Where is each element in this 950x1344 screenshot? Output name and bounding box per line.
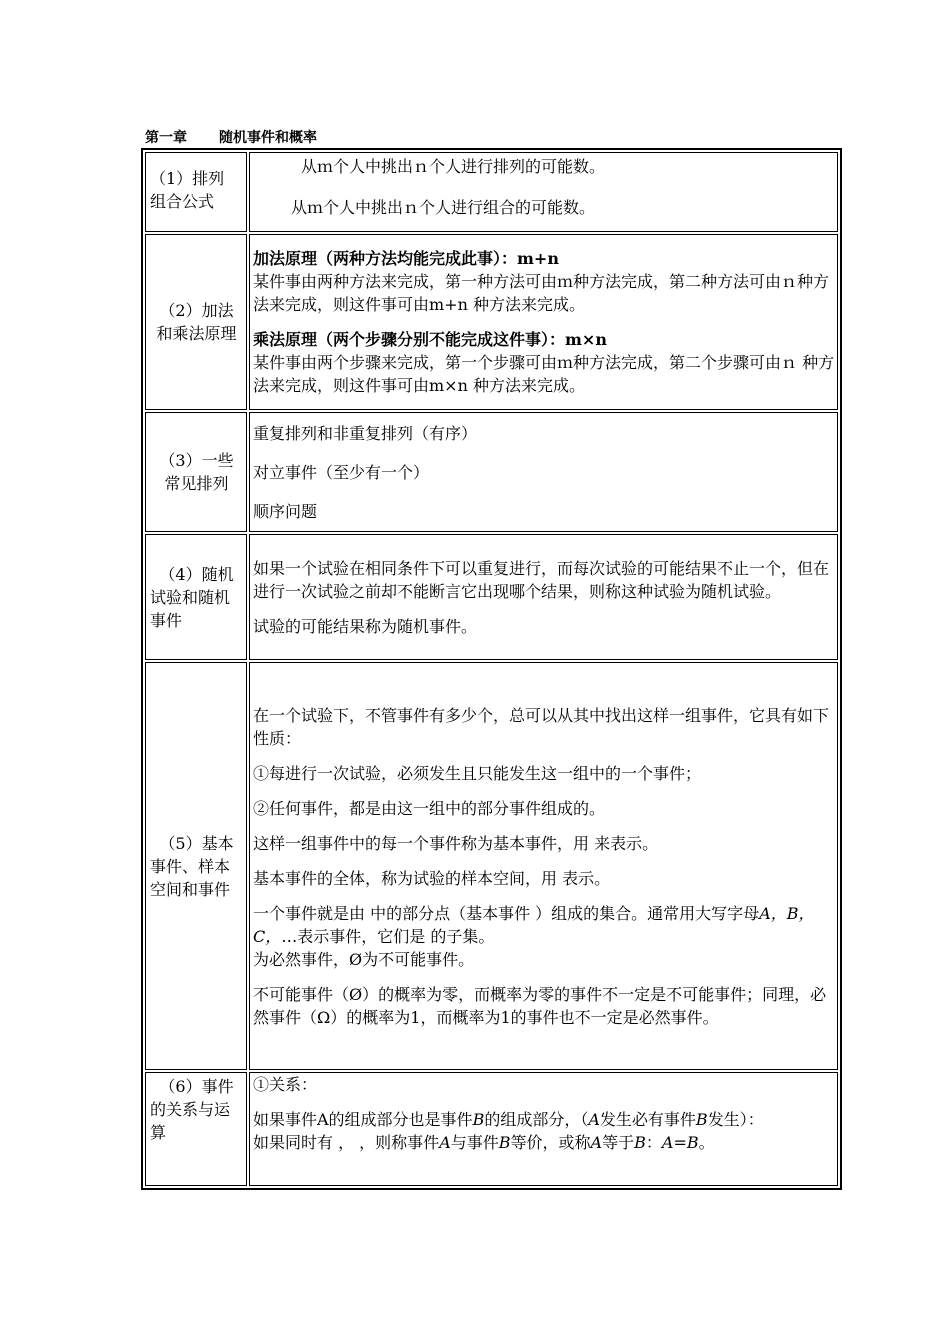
text-span: 发生必有事件 xyxy=(599,1110,696,1129)
chapter-number: 第一章 xyxy=(145,130,187,146)
paragraph: ①每进行一次试验，必须发生且只能发生这一组中的一个事件； xyxy=(253,763,702,783)
label-line: 事件、样本 xyxy=(150,856,231,876)
text-span: 为必然事件，Ø为不可能事件。 xyxy=(253,949,475,969)
text-span: 发生）： xyxy=(707,1110,764,1129)
label-line: 空间和事件 xyxy=(150,879,231,899)
text-span: A xyxy=(588,1110,600,1129)
label-line: 组合公式 xyxy=(150,192,215,211)
text-span: 如果事件A的组成部分也是事件 xyxy=(253,1110,473,1129)
row-label xyxy=(145,1072,247,1186)
paragraph: 基本事件的全体，称为试验的样本空间，用 表示。 xyxy=(253,868,611,888)
label-line: （3）一些 xyxy=(159,451,234,470)
table-row xyxy=(145,1072,838,1186)
multiplication-heading: 乘法原理（两个步骤分别不能完成这件事）：m×n xyxy=(253,330,607,349)
text-span: B xyxy=(472,1110,485,1129)
label-line: （2）加法 xyxy=(159,301,234,320)
addition-heading: 加法原理（两种方法均能完成此事）：m+n xyxy=(253,249,559,268)
random-event-text: 试验的可能结果称为随机事件。 xyxy=(253,616,478,636)
label-line: （6）事件 xyxy=(159,1077,234,1096)
row-content xyxy=(249,1072,838,1186)
table-row xyxy=(145,412,838,532)
text-span: 一个事件就是由 中的部分点（基本事件 ）组成的集合。通常用大写字母 xyxy=(253,903,760,923)
paragraph: ②任何事件，都是由这一组中的部分事件组成的。 xyxy=(253,798,606,818)
paragraph xyxy=(253,902,835,971)
label-line: （4）随机 xyxy=(159,564,234,584)
multiplication-text: 某件事由两个步骤来完成，第一个步骤可由ｍ种方法完成，第二个步骤可由ｎ 种方法来完成，则这件事可由m×n 种方法来完成。 xyxy=(253,353,835,395)
equality-definition xyxy=(253,1131,835,1154)
text-span: …表示事件，它们是 的子集。 xyxy=(281,926,495,946)
text-span: ： xyxy=(645,1133,662,1152)
text-span: 等价，或称 xyxy=(510,1133,591,1152)
text-span: A xyxy=(590,1133,603,1152)
row-label xyxy=(145,534,247,660)
text-span: 的组成部分，（ xyxy=(484,1110,589,1129)
table-row xyxy=(145,152,838,232)
chapter-title xyxy=(145,127,317,147)
row-content xyxy=(249,152,838,232)
text-span: 如果同时有 ， ，则称事件 xyxy=(253,1133,440,1152)
label-line: 的关系与运 xyxy=(150,1100,231,1119)
text-span: A xyxy=(439,1133,451,1152)
chapter-name: 随机事件和概率 xyxy=(219,130,317,146)
row-content xyxy=(249,534,838,660)
paragraph: 这样一组事件中的每一个事件称为基本事件，用 来表示。 xyxy=(253,833,659,853)
random-experiment-text: 如果一个试验在相同条件下可以重复进行，而每次试验的可能结果不止一个，但在进行一次试验之前却不能断言它出现哪个结果，则称这种试验为随机试验。 xyxy=(253,558,830,601)
table-row xyxy=(145,534,838,660)
list-item: 顺序问题 xyxy=(253,501,318,521)
row-label xyxy=(145,234,247,410)
subset-definition xyxy=(253,1108,835,1131)
row-content xyxy=(249,412,838,532)
label-line: （1）排列 xyxy=(150,169,225,188)
addition-text: 某件事由两种方法来完成，第一种方法可由ｍ种方法完成，第二种方法可由ｎ种方法来完成，则这件事可由m+n 种方法来完成。 xyxy=(253,272,830,314)
text-span: 等于 xyxy=(602,1133,635,1152)
relation-heading: ①关系： xyxy=(253,1075,318,1094)
text-span: 与事件 xyxy=(450,1133,499,1152)
label-line: （5）基本 xyxy=(159,833,234,853)
row-content xyxy=(249,662,838,1070)
list-item: 对立事件（至少有一个） xyxy=(253,462,430,482)
text-span: B xyxy=(695,1110,708,1129)
label-line: 试验和随机 xyxy=(150,587,231,607)
permutation-text: 从ｍ个人中挑出ｎ个人进行排列的可能数。 xyxy=(301,157,606,176)
text-span: A，B，C， xyxy=(253,903,815,946)
label-line: 事件 xyxy=(150,610,183,630)
combination-text: 从ｍ个人中挑出ｎ个人进行组合的可能数。 xyxy=(291,198,596,217)
paragraph: 在一个试验下，不管事件有多少个，总可以从其中找出这样一组事件，它具有如下性质： xyxy=(253,705,830,748)
text-span: 。 xyxy=(698,1133,715,1152)
row-label xyxy=(145,412,247,532)
row-label xyxy=(145,662,247,1070)
summary-table xyxy=(141,148,842,1190)
row-label xyxy=(145,152,247,232)
list-item: 重复排列和非重复排列（有序） xyxy=(253,423,478,443)
label-line: 和乘法原理 xyxy=(156,324,237,343)
text-span: A=B xyxy=(661,1133,699,1152)
text-span: B xyxy=(634,1133,646,1152)
text-span: B xyxy=(498,1133,511,1152)
label-line: 常见排列 xyxy=(164,474,229,493)
table-row xyxy=(145,234,838,410)
row-content xyxy=(249,234,838,410)
table-row xyxy=(145,662,838,1070)
label-line: 算 xyxy=(150,1123,167,1142)
paragraph: 不可能事件（Ø）的概率为零，而概率为零的事件不一定是不可能事件；同理，必然事件（Ω）的概率为1，而概率为1的事件也不一定是必然事件。 xyxy=(253,984,827,1027)
